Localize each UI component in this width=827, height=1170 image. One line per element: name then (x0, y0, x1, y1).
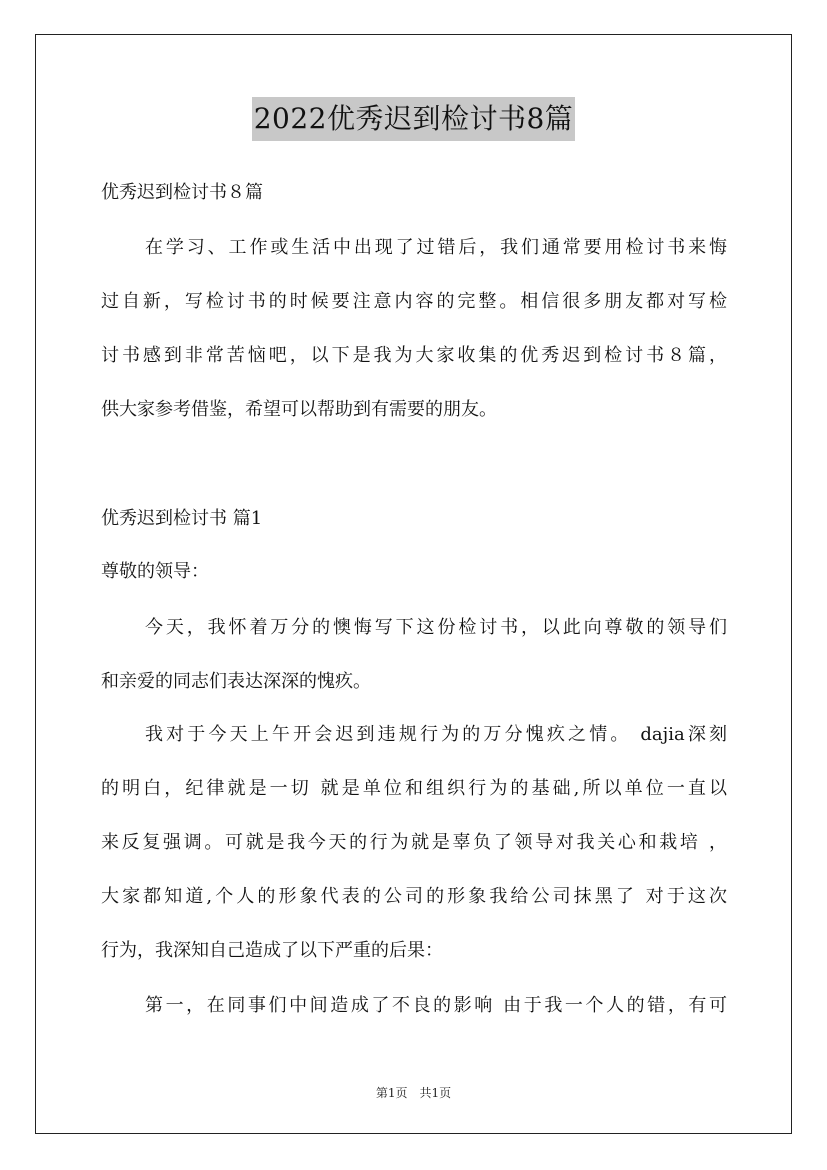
paragraph-line: 第一，在同事们中间造成了不良的影响 由于我一个人的错，有可 (145, 995, 727, 1016)
document-heading: 优秀迟到检讨书８篇 (101, 182, 263, 203)
paragraph-line: 行为，我深知自己造成了以下严重的后果： (101, 940, 443, 961)
paragraph-line: 大家都知道,个人的形象代表的公司的形象我给公司抹黑了 对于这次 (101, 886, 727, 907)
paragraph-line: 我对于今天上午开会迟到违规行为的万分愧疚之情。 dajia深刻 (145, 724, 727, 745)
paragraph-line: 和亲爱的同志们表达深深的愧疚。 (101, 671, 371, 692)
page-footer: 第1页 共1页 (375, 1086, 452, 1100)
paragraph-line: 今天，我怀着万分的懊悔写下这份检讨书，以此向尊敬的领导们 (145, 617, 727, 638)
salutation: 尊敬的领导： (101, 561, 209, 582)
intro-line: 讨书感到非常苦恼吧，以下是我为大家收集的优秀迟到检讨书８篇， (101, 345, 727, 366)
document-title: 2022优秀迟到检讨书8篇 (252, 97, 576, 141)
intro-line: 在学习、工作或生活中出现了过错后，我们通常要用检讨书来悔 (145, 237, 727, 258)
title-container (0, 97, 827, 141)
paragraph-line: 来反复强调。可就是我今天的行为就是辜负了领导对我关心和栽培 ， (101, 832, 727, 853)
intro-line: 供大家参考借鉴，希望可以帮助到有需要的朋友。 (101, 399, 497, 420)
paragraph-line: 的明白，纪律就是一切 就是单位和组织行为的基础,所以单位一直以 (101, 778, 727, 799)
intro-line: 过自新，写检讨书的时候要注意内容的完整。相信很多朋友都对写检 (101, 291, 727, 312)
section-title: 优秀迟到检讨书 篇1 (101, 508, 263, 529)
